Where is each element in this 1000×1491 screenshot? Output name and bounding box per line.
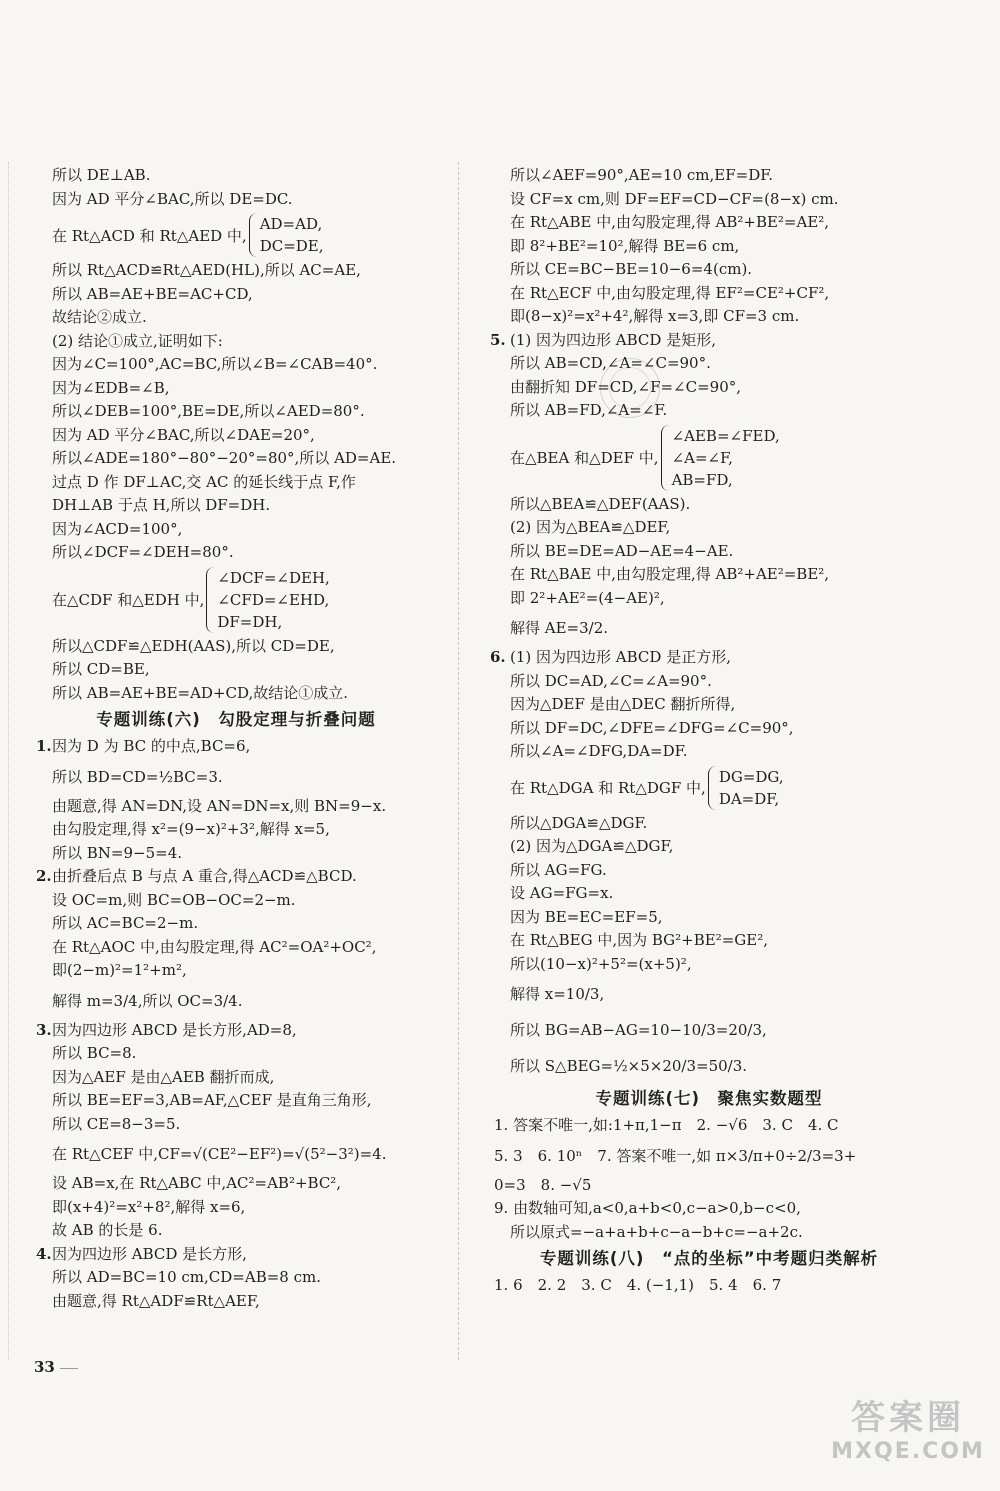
text-line: 所以△BEA≌△DEF(AAS).	[510, 494, 691, 513]
text-line: 故结论②成立.	[52, 308, 147, 326]
text-line: 由翻折知 DF=CD,∠F=∠C=90°,	[510, 377, 742, 396]
text-line: 解得 AE=3/2.	[510, 619, 609, 637]
text-line: 在 Rt△BEG 中,因为 BG²+BE²=GE²,	[510, 931, 769, 949]
section-heading: 专题训练(七) 聚焦实数题型	[595, 1089, 823, 1108]
section-heading: 专题训练(八) “点的坐标”中考题归类解析	[539, 1249, 879, 1268]
text-line: 所以∠AEF=90°,AE=10 cm,EF=DF.	[510, 166, 774, 184]
text-line: 即(2−m)²=1²+m²,	[52, 961, 187, 979]
left-brace-icon	[206, 567, 214, 633]
question-line: 3.因为四边形 ABCD 是长方形,AD=8,	[36, 1019, 436, 1043]
question-line: 1.因为 D 为 BC 的中点,BC=6,	[36, 735, 436, 759]
text-line: 故 AB 的长是 6.	[52, 1221, 163, 1239]
answer-line: 1. 6 2. 2 3. C 4. (−1,1) 5. 4 6. 7	[494, 1276, 782, 1294]
text-line: 设 OC=m,则 BC=OB−OC=2−m.	[52, 890, 296, 909]
text-line: (2) 结论①成立,证明如下:	[52, 331, 223, 350]
text-line: 所以 CE=BC−BE=10−6=4(cm).	[510, 260, 753, 278]
brace-item: DG=DG,	[718, 767, 784, 786]
brace-system-1	[36, 211, 436, 259]
text-line: 所以 BE=EF=3,AB=AF,△CEF 是直角三角形,	[52, 1091, 372, 1109]
brace-prefix: 在 Rt△DGA 和 Rt△DGF 中,	[510, 779, 706, 797]
brace-prefix: 在△BEA 和△DEF 中,	[510, 449, 659, 467]
text-line: 所以 S△BEG=½×5×20/3=50/3.	[510, 1057, 748, 1075]
text-line: 所以 BE=DE=AD−AE=4−AE.	[510, 541, 734, 560]
brace-prefix: 在 Rt△ACD 和 Rt△AED 中,	[52, 226, 247, 245]
text-line: 在 Rt△CEF 中,CF=√(CE²−EF²)=√(5²−3²)=4.	[52, 1145, 387, 1163]
answer-line: 9. 由数轴可知,a<0,a+b<0,c−a>0,b−c<0,	[494, 1199, 801, 1217]
text-line: 所以 Rt△ACD≌Rt△AED(HL),所以 AC=AE,	[52, 261, 361, 279]
text-line: 由题意,得 AN=DN,设 AN=DN=x,则 BN=9−x.	[52, 796, 387, 815]
text-line: (2) 因为△BEA≌△DEF,	[510, 518, 671, 536]
text-line: 所以 AB=CD,∠A=∠C=90°.	[510, 354, 711, 372]
text-line: 所以 DE⊥AB.	[52, 166, 151, 184]
text-line: 所以 AB=FD,∠A=∠F.	[510, 401, 668, 419]
text-line: 设 AB=x,在 Rt△ABC 中,AC²=AB²+BC²,	[52, 1174, 342, 1192]
watermark-top: 答案圈	[851, 1398, 965, 1438]
brace-item: AD=AD,	[259, 215, 323, 233]
text-line: 所以 AD=BC=10 cm,CD=AB=8 cm.	[52, 1268, 321, 1286]
brace-item: DF=DH,	[217, 612, 283, 631]
text-line: 设 AG=FG=x.	[510, 884, 614, 902]
text-line: DH⊥AB 于点 H,所以 DF=DH.	[52, 496, 271, 514]
text-line: 所以(10−x)²+5²=(x+5)²,	[510, 954, 692, 973]
section-heading: 专题训练(六) 勾股定理与折叠问题	[96, 710, 376, 729]
text-line: 所以△DGA≌△DGF.	[510, 813, 648, 832]
text-line: 所以 CD=BE,	[52, 660, 150, 678]
site-watermark-logo	[828, 1390, 988, 1480]
question-number: 5.	[490, 330, 506, 349]
text-line: 所以∠DCF=∠DEH=80°.	[52, 543, 234, 561]
brace-system-3	[494, 423, 924, 493]
brace-item: AB=FD,	[671, 470, 733, 489]
answer-line: 1. 答案不唯一,如:1+π,1−π 2. −√6 3. C 4. C	[494, 1116, 839, 1134]
text-line: 即(x+4)²=x²+8²,解得 x=6,	[52, 1197, 246, 1216]
page-number-rule	[60, 1368, 78, 1369]
text-line: 因为△AEF 是由△AEB 翻折而成,	[52, 1067, 275, 1086]
text-line: 所以∠A=∠DFG,DA=DF.	[510, 742, 688, 760]
text-line: 所以 BN=9−5=4.	[52, 843, 183, 862]
text-line: 因为 AD 平分∠BAC,所以∠DAE=20°,	[52, 425, 315, 444]
brace-item: ∠A=∠F,	[671, 448, 733, 467]
column-divider	[458, 162, 459, 1360]
text-line: 在 Rt△ECF 中,由勾股定理,得 EF²=CE²+CF²,	[510, 283, 830, 302]
text-line: 所以∠ADE=180°−80°−20°=80°,所以 AD=AE.	[52, 449, 397, 467]
text-line: 因为∠ACD=100°,	[52, 519, 183, 538]
page-number: 33	[34, 1358, 55, 1376]
text-line: 解得 x=10/3,	[510, 985, 605, 1003]
question-number: 3.	[36, 1020, 52, 1039]
brace-item: ∠DCF=∠DEH,	[217, 568, 330, 587]
text-line: 由勾股定理,得 x²=(9−x)²+3²,解得 x=5,	[52, 820, 330, 838]
text-line: 设 CF=x cm,则 DF=EF=CD−CF=(8−x) cm.	[510, 189, 839, 208]
answer-line: 0=3 8. −√5	[494, 1175, 592, 1194]
left-brace-icon	[661, 425, 669, 491]
question-line: 6. (1) 因为四边形 ABCD 是正方形,	[494, 646, 924, 670]
text-line: 在 Rt△ABE 中,由勾股定理,得 AB²+BE²=AE²,	[510, 213, 830, 231]
question-number: 2.	[36, 867, 52, 885]
left-brace-icon	[249, 213, 257, 257]
text-line: 所以 CE=8−3=5.	[52, 1114, 181, 1133]
question-number: 1.	[36, 737, 52, 755]
text-line: 所以∠DEB=100°,BE=DE,所以∠AED=80°.	[52, 402, 365, 420]
question-line: 4.因为四边形 ABCD 是长方形,	[36, 1243, 436, 1267]
text-line: 即 2²+AE²=(4−AE)²,	[510, 588, 665, 607]
text-line: 所以 BD=CD=½BC=3.	[52, 767, 223, 786]
text-line: 解得 m=3/4,所以 OC=3/4.	[52, 991, 243, 1010]
text-line: 过点 D 作 DF⊥AC,交 AC 的延长线于点 F,作	[52, 472, 356, 491]
brace-system-2	[36, 565, 436, 635]
text-line: 因为 AD 平分∠BAC,所以 DE=DC.	[52, 189, 293, 208]
text-line: 所以 AC=BC=2−m.	[52, 914, 199, 932]
left-column	[36, 164, 436, 1313]
text-line: 所以 AB=AE+BE=AC+CD,	[52, 284, 253, 303]
text-line: 所以△CDF≌△EDH(AAS),所以 CD=DE,	[52, 636, 335, 655]
brace-item: DA=DF,	[718, 789, 780, 808]
text-line: 因为△DEF 是由△DEC 翻折所得,	[510, 695, 736, 713]
right-column	[490, 164, 924, 1298]
left-brace-icon	[708, 766, 716, 810]
question-number: 4.	[36, 1244, 52, 1263]
text-line: 因为 BE=EC=EF=5,	[510, 907, 663, 926]
question-number: 6.	[490, 648, 506, 666]
text-line: 所以 AG=FG.	[510, 860, 607, 879]
text-line: 即(8−x)²=x²+4²,解得 x=3,即 CF=3 cm.	[510, 307, 800, 325]
text-line: 在 Rt△BAE 中,由勾股定理,得 AB²+AE²=BE²,	[510, 565, 830, 583]
brace-system-4	[494, 764, 924, 812]
text-line: 所以 BC=8.	[52, 1044, 137, 1062]
question-line: 2.由折叠后点 B 与点 A 重合,得△ACD≌△BCD.	[36, 865, 436, 889]
text-line: 因为∠EDB=∠B,	[52, 378, 170, 397]
text-line: 因为∠C=100°,AC=BC,所以∠B=∠CAB=40°.	[52, 355, 378, 373]
text-line: 所以 AB=AE+BE=AD+CD,故结论①成立.	[52, 683, 349, 702]
text-line: 由题意,得 Rt△ADF≌Rt△AEF,	[52, 1291, 260, 1310]
page-edge-line	[8, 162, 9, 1360]
watermark-bottom: MXQE.COM	[831, 1439, 985, 1464]
brace-item: ∠CFD=∠EHD,	[217, 590, 330, 609]
brace-prefix: 在△CDF 和△EDH 中,	[52, 591, 205, 609]
brace-item: DC=DE,	[259, 237, 324, 255]
text-line: 所以 DC=AD,∠C=∠A=90°.	[510, 671, 712, 690]
answer-line: 5. 3 6. 10ⁿ 7. 答案不唯一,如 π×3/π+0÷2/3=3+	[494, 1146, 857, 1165]
text-line: 在 Rt△AOC 中,由勾股定理,得 AC²=OA²+OC²,	[52, 937, 377, 956]
text-line: (2) 因为△DGA≌△DGF,	[510, 837, 674, 855]
brace-item: ∠AEB=∠FED,	[671, 426, 780, 445]
question-line: 5. (1) 因为四边形 ABCD 是矩形,	[494, 329, 924, 353]
answer-line: 所以原式=−a+a+b+c−a−b+c=−a+2c.	[510, 1222, 803, 1241]
text-line: 即 8²+BE²=10²,解得 BE=6 cm,	[510, 236, 740, 255]
text-line: 所以 DF=DC,∠DFE=∠DFG=∠C=90°,	[510, 718, 794, 737]
text-line: 所以 BG=AB−AG=10−10/3=20/3,	[510, 1021, 767, 1039]
